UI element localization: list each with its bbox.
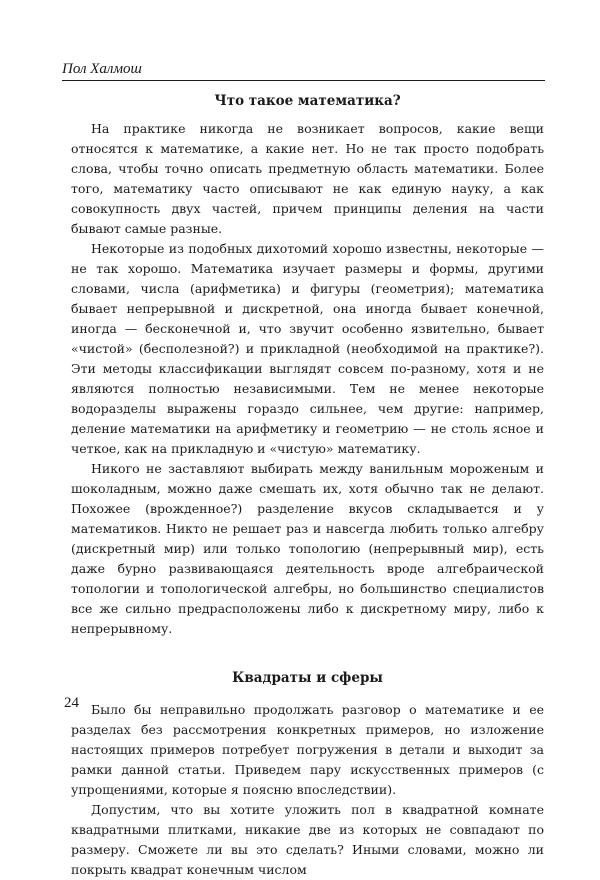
paragraph: Никого не заставляют выбирать между ванильным мороженым и шоколадным, можно даже смешать их, хотя обычно так не делают. Похожее (врожденное?) разделение вкусов складывается и у математиков. Никто не решает раз и навсегда любить только алгебру (дискретный мир) или только топологию (непрерывный мир), есть даже бурно развивающаяся деятельность вроде алгебраической топологии и топологической алгебры, но большинство специалистов все же сильно предрасположены либо к дискретному миру, либо к непрерывному. [71,461,544,636]
paragraph: Было бы неправильно продолжать разговор о математике и ее разделах без рассмотрения конкретных примеров, но изложение настоящих примеров потребует погружения в детали и выходит за рамки данной статьи. Приведем пару искусственных примеров (с упрощениями, которые я поясню впоследствии). [71,702,544,797]
section-title-squares-and-spheres: Квадраты и сферы [232,670,383,686]
header-rule [62,80,545,81]
section-title-what-is-math: Что такое математика? [214,93,401,109]
page-body [71,91,544,880]
running-head: Пол Халмош [62,61,142,77]
page-number: 24 [64,695,79,711]
paragraph: Допустим, что вы хотите уложить пол в квадратной комнате квадратными плитками, никакие две из которых не совпадают по размеру. Сможете ли вы это сделать? Иными словами, можно ли покрыть квадрат конечным числом [71,802,544,877]
paragraph: На практике никогда не возникает вопросов, какие вещи относятся к математике, а какие нет. Но не так просто подобрать слова, чтобы точно описать предметную область математики. Более того, математику часто описывают не как единую науку, а как совокупность двух частей, причем принципы деления на части бывают самые разные. [71,121,544,236]
paragraph: Некоторые из подобных дихотомий хорошо известны, некоторые — не так хорошо. Математика изучает размеры и формы, другими словами, числа (арифметика) и фигуры (геометрия); математика бывает непрерывной и дискретной, она иногда бывает конечной, иногда — бесконечной и, что звучит особенно язвительно, бывает «чистой» (бесполезной?) и прикладной (необходимой на практике?). Эти методы классификации выглядят совсем по-разному, хотя и не являются полностью независимыми. Тем не менее некоторые водоразделы выражены гораздо сильнее, чем другие: например, деление математики на арифметику и геометрию — не столь ясное и четкое, как на прикладную и «чистую» математику. [71,241,544,456]
